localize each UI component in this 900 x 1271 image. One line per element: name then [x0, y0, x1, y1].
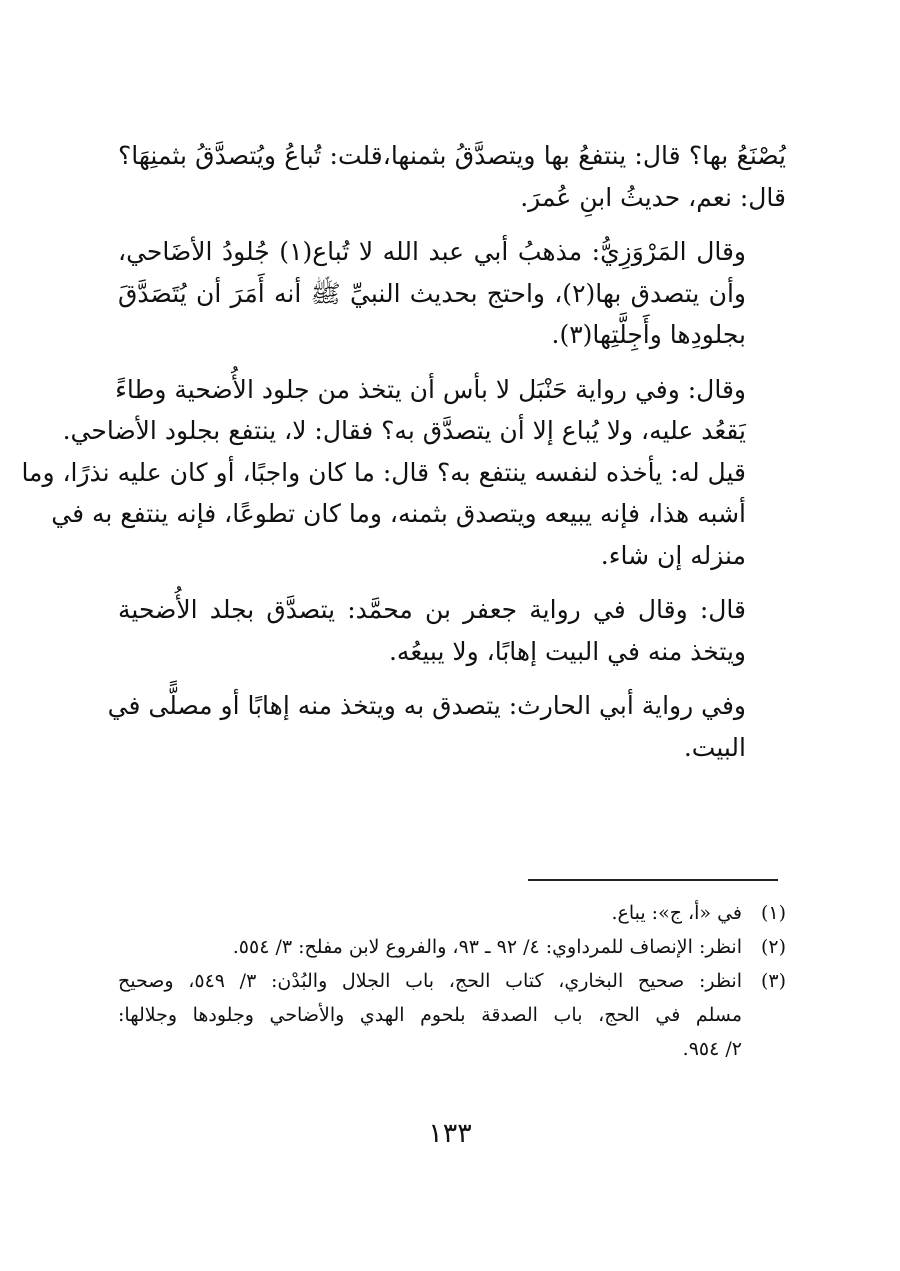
footnote-line: مسلم في الحج، باب الصدقة بلحوم الهدي والأضاحي وجلودها وجلالها: — [118, 1004, 742, 1026]
text-line: وفي رواية أبي الحارث: يتصدق به ويتخذ منه إهابًا أو مصلًّى في — [107, 691, 746, 720]
footnote-line: في «أ، ج»: يباع. — [611, 902, 742, 924]
footnote-number: (١) — [760, 902, 786, 924]
footnotes — [118, 896, 786, 1066]
footnote — [118, 930, 786, 964]
page-number: ١٣٣ — [428, 1118, 472, 1149]
footnote-separator — [528, 879, 778, 881]
main-text — [21, 135, 786, 781]
footnote-line: ٢/ ٩٥٤. — [682, 1038, 742, 1060]
text-line: قيل له: يأخذه لنفسه ينتفع به؟ قال: ما كان واجبًا، أو كان عليه نذرًا، وما — [21, 457, 746, 487]
footnote-text — [118, 964, 742, 1066]
paragraph — [118, 231, 786, 356]
paragraph — [118, 589, 786, 672]
paragraph — [107, 685, 786, 768]
text-line: وقال: وفي رواية حَنْبَل لا بأس أن يتخذ من جلود الأُضحية وطاءً — [115, 374, 746, 404]
text-line: يُصْنَعُ بها؟ قال: ينتفعُ بها ويتصدَّقُ بثمنها،قلت: تُباعُ ويُتصدَّقُ بثمنِهَا؟ — [118, 141, 786, 170]
text-line: قال: وقال في رواية جعفر بن محمَّد: يتصدَّق بجلد الأُضحية — [118, 595, 746, 624]
footnote-line: انظر: صحيح البخاري، كتاب الحج، باب الجلال والبُدْن: ٣/ ٥٤٩، وصحيح — [118, 970, 742, 992]
text-line: البيت. — [683, 732, 746, 762]
footnote-number: (٣) — [760, 970, 786, 992]
text-line: وأن يتصدق بها(٢)، واحتج بحديث النبيِّ ﷺ أنه أَمَرَ أن يُتَصَدَّقَ — [118, 278, 746, 308]
text-line: يَقعُد عليه، ولا يُباع إلا أن يتصدَّق به؟ فقال: لا، ينتفع بجلود الأضاحي. — [62, 416, 746, 445]
footnote-number: (٢) — [760, 936, 786, 958]
text-line: ويتخذ منه في البيت إهابًا، ولا يبيعُه. — [388, 636, 746, 666]
paragraph — [21, 369, 786, 577]
footnote-text — [118, 896, 742, 930]
footnote-text — [118, 930, 742, 964]
text-line: وقال المَرْوَزِيُّ: مذهبُ أبي عبد الله لا تُباع(١) جُلودُ الأضَاحي، — [118, 237, 746, 266]
footnote-line: انظر: الإنصاف للمرداوي: ٤/ ٩٢ ـ ٩٣، والفروع لابن مفلح: ٣/ ٥٥٤. — [232, 936, 742, 958]
text-line: منزله إن شاء. — [600, 540, 746, 570]
paragraph — [118, 135, 786, 218]
footnote — [118, 964, 786, 1066]
text-line: أشبه هذا، فإنه يبيعه ويتصدق بثمنه، وما كان تطوعًا، فإنه ينتفع به في — [51, 499, 746, 528]
text-line: قال: نعم، حديثُ ابنِ عُمرَ. — [520, 182, 786, 212]
footnote — [118, 896, 786, 930]
text-line: بجلودِها وأَجِلَّتِها(٣). — [551, 320, 746, 349]
